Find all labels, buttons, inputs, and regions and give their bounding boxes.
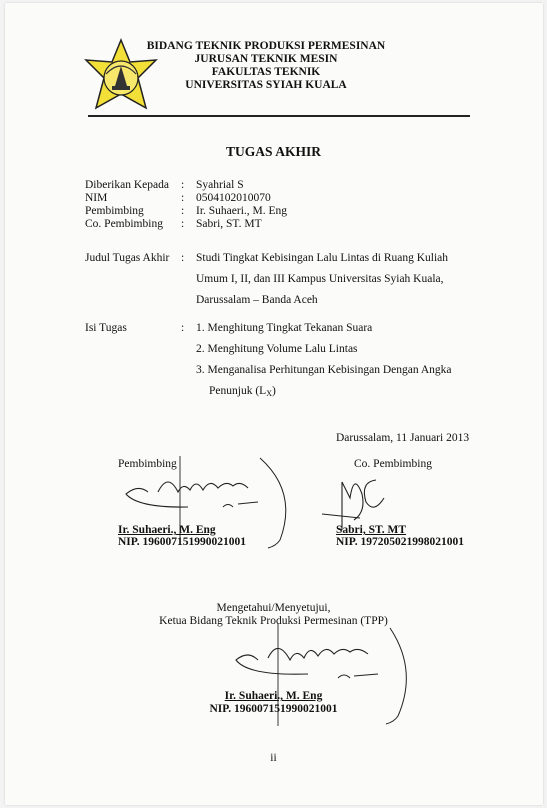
judul-line: Darussalam – Banda Aceh: [196, 294, 318, 306]
header-line-1: BIDANG TEKNIK PRODUKSI PERMESINAN: [146, 40, 386, 52]
header-line-2: JURUSAN TEKNIK MESIN: [194, 53, 338, 65]
sig-name-pembimbing: Ir. Suhaeri., M. Eng: [118, 524, 216, 536]
label-nim: NIM: [85, 192, 108, 204]
value-co-pembimbing: Sabri, ST. MT: [196, 218, 262, 230]
colon: :: [181, 252, 185, 264]
sig-name-co-pembimbing: Sabri, ST. MT: [336, 524, 407, 536]
header-divider: [88, 115, 470, 117]
colon: :: [181, 192, 185, 204]
label-diberikan-kepada: Diberikan Kepada: [85, 179, 169, 191]
label-pembimbing: Pembimbing: [85, 205, 144, 217]
sig-label-pembimbing: Pembimbing: [118, 458, 177, 470]
approval-role: Ketua Bidang Teknik Produksi Permesinan (TPP): [159, 615, 388, 627]
sig-nip-pembimbing: NIP. 196007151990021001: [118, 536, 246, 548]
colon: :: [181, 179, 185, 191]
judul-line: Studi Tingkat Kebisingan Lalu Lintas di Ruang Kuliah: [196, 252, 449, 264]
colon: :: [181, 205, 185, 217]
task-item: 3. Menganalisa Perhitungan Kebisingan Dengan Angka: [196, 364, 452, 376]
approval-label: Mengetahui/Menyetujui,: [216, 602, 331, 614]
sig-nip-co-pembimbing: NIP. 197205021998021001: [336, 536, 464, 548]
document-title: TUGAS AKHIR: [226, 144, 321, 159]
value-pembimbing: Ir. Suhaeri., M. Eng: [196, 205, 288, 217]
approval-name: Ir. Suhaeri., M. Eng: [224, 690, 323, 702]
page-number: ii: [270, 752, 277, 764]
approval-nip: NIP. 196007151990021001: [209, 703, 338, 715]
task-item: 2. Menghitung Volume Lalu Lintas: [196, 343, 358, 355]
value-diberikan-kepada: Syahrial S: [196, 179, 244, 191]
task-item-cont: Penunjuk (LX): [209, 385, 276, 398]
task-item: 1. Menghitung Tingkat Tekanan Suara: [196, 322, 373, 334]
judul-line: Umum I, II, dan III Kampus Universitas Syiah Kuala,: [196, 273, 444, 285]
colon: :: [181, 322, 185, 334]
value-nim: 0504102010070: [196, 192, 271, 204]
header-line-4: UNIVERSITAS SYIAH KUALA: [185, 79, 347, 91]
sig-label-co-pembimbing: Co. Pembimbing: [354, 458, 432, 470]
label-isi-tugas: Isi Tugas: [85, 322, 127, 334]
header-line-3: FAKULTAS TEKNIK: [211, 66, 321, 78]
colon: :: [181, 218, 185, 230]
label-judul: Judul Tugas Akhir: [85, 252, 170, 264]
label-co-pembimbing: Co. Pembimbing: [85, 218, 163, 230]
place-date: Darussalam, 11 Januari 2013: [336, 432, 470, 444]
